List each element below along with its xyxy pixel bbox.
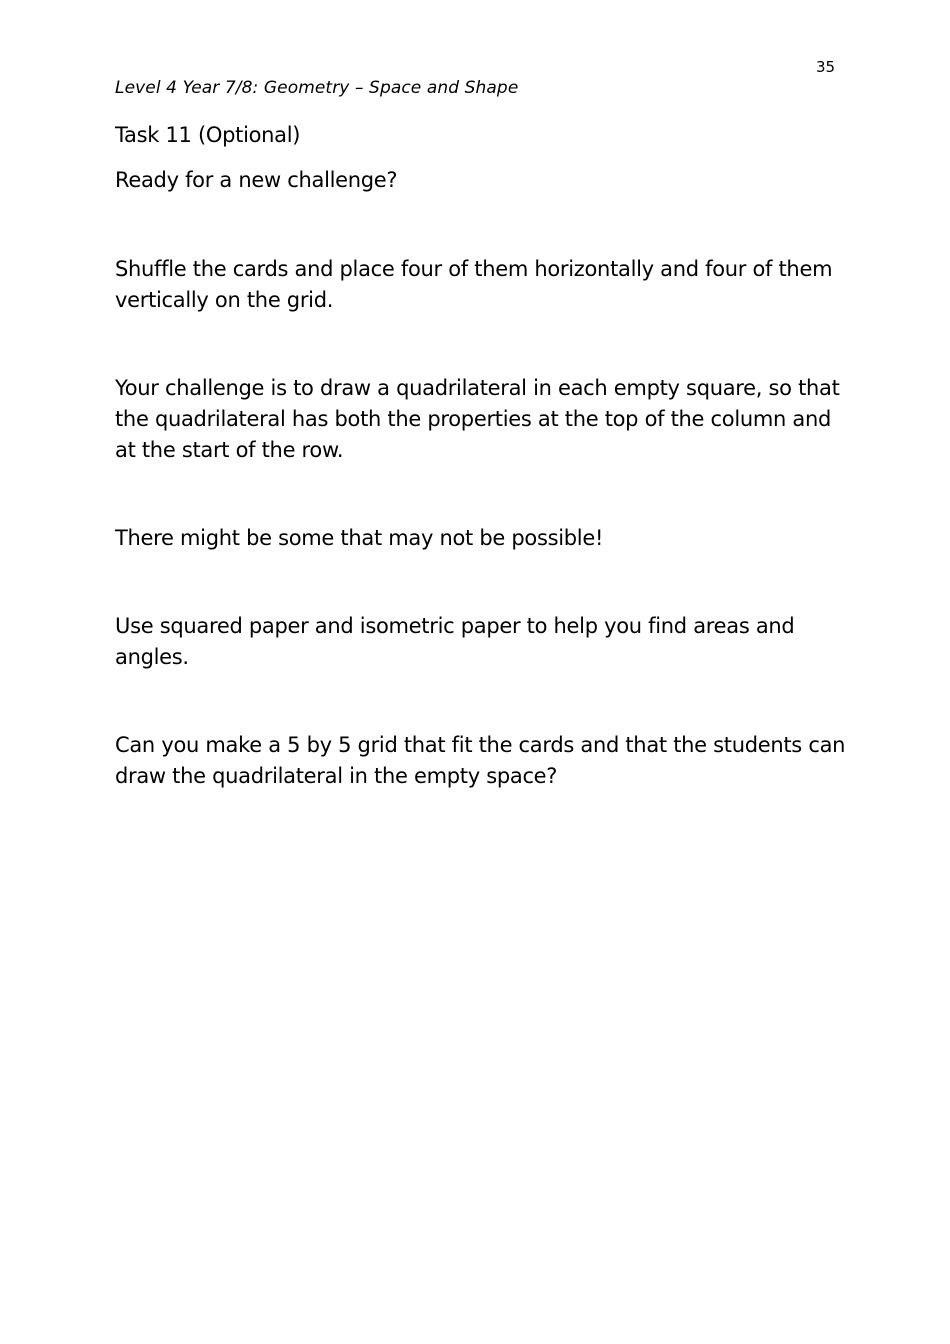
- instruction-paragraph-possibility: There might be some that may not be possible!: [115, 526, 604, 550]
- instruction-paragraph-challenge: Your challenge is to draw a quadrilateral in each empty square, so that the quadrilateral has both the properties at the top of the column and at the start of the row.: [115, 376, 840, 462]
- task-title: Task 11 (Optional): [115, 123, 301, 147]
- task-content: [115, 120, 850, 849]
- instruction-paragraph-grid: Can you make a 5 by 5 grid that fit the cards and that the students can draw the quadrilateral in the empty space?: [115, 733, 846, 788]
- page-number: 35: [816, 58, 836, 76]
- instruction-paragraph-paper: Use squared paper and isometric paper to help you find areas and angles.: [115, 614, 795, 669]
- running-header: Level 4 Year 7/8: Geometry – Space and Shape: [115, 78, 519, 98]
- task-intro: Ready for a new challenge?: [115, 168, 398, 192]
- instruction-paragraph-shuffle: Shuffle the cards and place four of them horizontally and four of them vertically on the grid.: [115, 257, 833, 312]
